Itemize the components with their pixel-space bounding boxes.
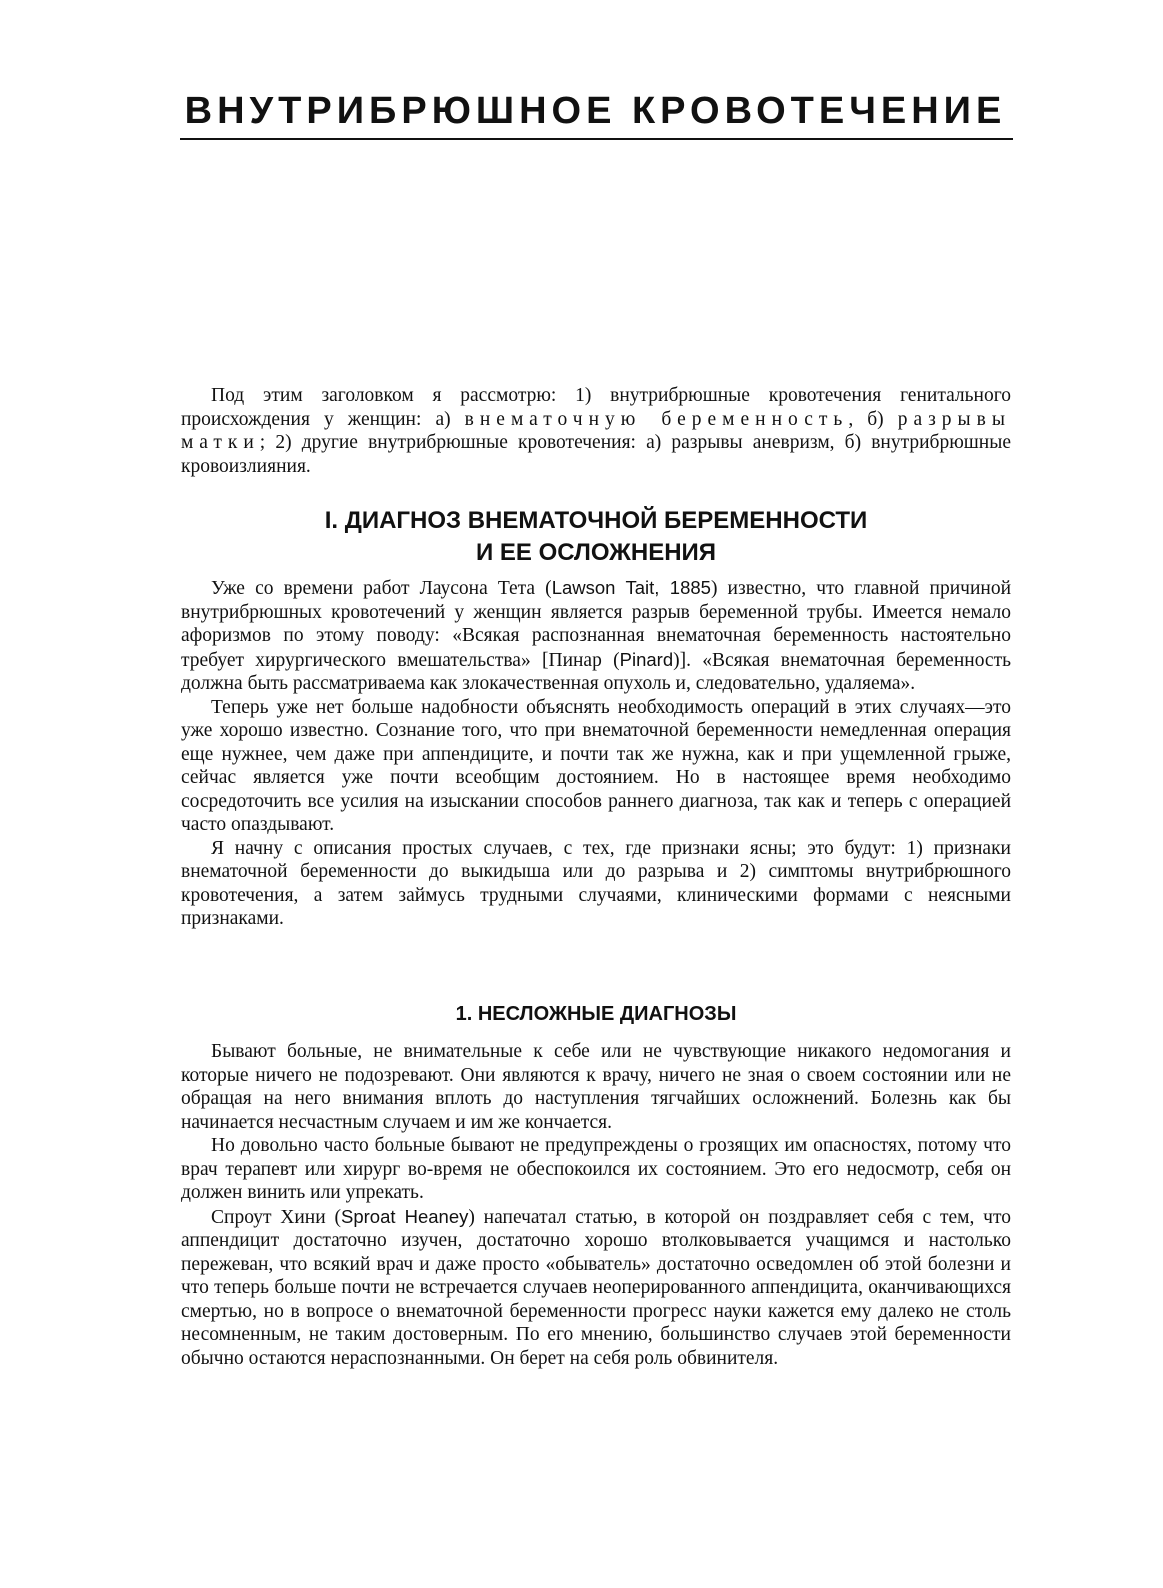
para-heaney-b: ) напечатал статью, в которой он поздравляет себя с тем, что аппендицит достаточно изучен, достаточно хорошо втолковывается учащимся и настолько пережеван, что всякий врач и даже просто «обыватель» достаточно осведомлен об этой болезни и что теперь больше почти не встречается случаев неоперированного аппендицита, оканчивающихся смертью, но в вопросе о внематочной беременности прогресс науки кажется ему далеко не столь несомненным, не таким достоверным. По его мнению, большинство случаев этой беременности обычно остаются нераспознанными. Он берет на себя роль обвинителя. [181,1206,1011,1369]
intro-part3: ; 2) другие внутрибрюшные кровотечения: а) разрывы аневризм, б) внутрибрюшные кровоизлияния. [181,432,1011,477]
para1-latin: Lawson Tait, 1885 [551,577,711,598]
para-heaney-a: Спроут Хини ( [211,1206,341,1228]
chapter-title: ВНУТРИБРЮШНОЕ КРОВОТЕЧЕНИЕ [184,90,1007,132]
intro-spaced-rupture: разрывы матки [181,408,1011,453]
intro-paragraph [181,384,1011,478]
intro-part1: Под этим заголовком я рассмотрю: 1) внутрибрюшные кровотечения генитального происхождения у женщин: а) [181,385,1011,430]
paragraph [181,576,1011,696]
intro-text [181,384,1011,478]
intro-spaced-ectopic: внематочную беременность [464,408,849,430]
intro-part2: , б) [848,408,898,430]
para-heaney-latin: Sproat Heaney [341,1205,469,1227]
paragraph: Я начну с описания простых случаев, с тех, где признаки ясны; это будут: 1) признаки внематочной беременности до выкидыша или до разрыва и 2) симптомы внутрибрюшного кровотечения, а затем займусь трудными случаями, клиническими формами с неясными признаками. [181,837,1011,929]
subsection-heading: 1. НЕСЛОЖНЫЕ ДИАГНОЗЫ [455,1003,737,1025]
subsection-body [181,1040,1011,1370]
paragraph: Но довольно часто больные бывают не предупреждены о грозящих им опасностях, потому что врач терапевт или хирург во-время не обеспокоился их состоянием. Это его недосмотр, себя он должен винить или упрекать. [181,1135,1011,1203]
paragraph: Теперь уже нет больше надобности объяснять необходимость операций в этих случаях—это уже хорошо известно. Сознание того, что при внематочной беременности немедленная операция еще нужнее, чем даже при аппендиците, и почти так же нужна, как и при ущемленной грыже, сейчас является уже почти всеобщим достоянием. Но в настоящее время необходимо сосредоточить все усилия на изыскании способов раннего диагноза, так как и теперь с операцией часто опаздывают. [181,696,1011,835]
paragraph: Бывают больные, не внимательные к себе или не чувствующие никакого недомогания и которые ничего не подозревают. Они являются к врачу, ничего не зная о своем состоянии или не обращая на него внимания вплоть до наступления тягчайших осложнений. Болезнь как бы начинается несчастным случаем и им же кончается. [181,1041,1011,1133]
para1-text-b: ) известно, что главной причиной внутрибрюшных кровотечений у женщин является разрыв беременной трубы. Имеется немало афоризмов по этому поводу: «Всякая распознанная внематочная беременность настоятельно требует хирургического вмешательства» [Пинар ( [181,578,1012,671]
section-heading-line2: И ЕЕ ОСЛОЖНЕНИЯ [475,539,717,566]
para1-text-c: )]. «Всякая внематочная беременность должна быть рассматриваема как злокачественная опухоль и, следовательно, удаляема». [181,649,1011,694]
para1-latin2: Pinard [619,648,674,670]
title-rule [180,138,1013,140]
section-heading-line1: I. ДИАГНОЗ ВНЕМАТОЧНОЙ БЕРЕМЕННОСТИ [324,507,868,534]
section-body [181,576,1011,931]
section-heading [181,505,1011,569]
paragraph [181,1205,1011,1371]
para1-text-a: Уже со времени работ Лаусона Тета ( [211,578,552,599]
